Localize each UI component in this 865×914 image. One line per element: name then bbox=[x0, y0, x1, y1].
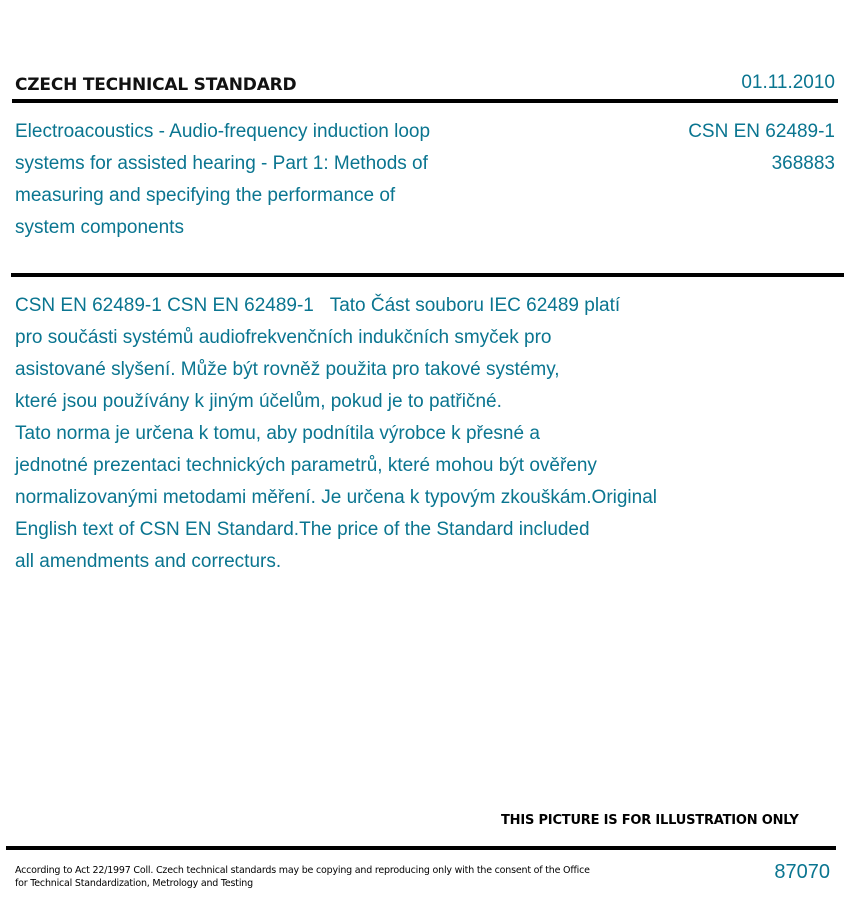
title-divider bbox=[11, 273, 844, 277]
document-id: 87070 bbox=[774, 861, 830, 883]
abstract-line: all amendments and correcturs. bbox=[15, 551, 282, 572]
abstract-line: English text of CSN EN Standard.The price of the Standard included bbox=[15, 519, 590, 540]
document-type-label: CZECH TECHNICAL STANDARD bbox=[15, 75, 297, 95]
standard-number: 368883 bbox=[771, 153, 835, 174]
publication-date: 01.11.2010 bbox=[741, 72, 835, 93]
standard-code: CSN EN 62489-1 bbox=[688, 121, 835, 142]
abstract-line: pro součásti systémů audiofrekvenčních indukčních smyček pro bbox=[15, 327, 552, 348]
copyright-note-line: According to Act 22/1997 Coll. Czech technical standards may be copying and reproducing only with the consent of the Office bbox=[15, 865, 590, 876]
illustration-disclaimer: THIS PICTURE IS FOR ILLUSTRATION ONLY bbox=[501, 813, 799, 828]
copyright-note bbox=[15, 864, 595, 890]
abstract-line: které jsou používány k jiným účelům, pokud je to patřičné. bbox=[15, 391, 502, 412]
copyright-note-line: for Technical Standardization, Metrology and Testing bbox=[15, 878, 253, 889]
abstract-line: asistované slyšení. Může být rovněž použita pro takové systémy, bbox=[15, 359, 560, 380]
abstract-line: Tato norma je určena k tomu, aby podnítila výrobce k přesné a bbox=[15, 423, 540, 444]
footer-divider bbox=[6, 846, 836, 850]
abstract-line: normalizovanými metodami měření. Je určena k typovým zkouškám.Original bbox=[15, 487, 658, 508]
abstract-text bbox=[15, 290, 755, 578]
abstract-line: CSN EN 62489-1 CSN EN 62489-1 Tato Část souboru IEC 62489 platí bbox=[15, 295, 621, 316]
abstract-line: jednotné prezentaci technických parametrů, které mohou být ověřeny bbox=[15, 455, 597, 476]
header-divider bbox=[12, 99, 838, 103]
standard-codes bbox=[688, 116, 835, 180]
standard-title: Electroacoustics - Audio-frequency induction loop systems for assisted hearing - Part 1: Methods of measuring and specifying the performance of system components bbox=[15, 121, 431, 238]
